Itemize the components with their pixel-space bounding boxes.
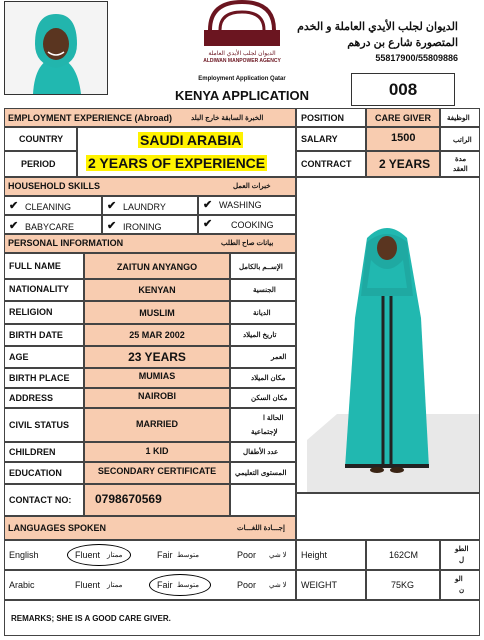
religion-value-cell — [84, 301, 230, 324]
check-icon: ✔ — [203, 218, 213, 230]
period-label-cell — [4, 151, 77, 177]
height-value: 162CM — [389, 550, 419, 560]
address-ar: مكان السكن — [251, 395, 288, 402]
weight-ar-1: الو — [455, 576, 463, 583]
skill-washing — [198, 196, 296, 215]
arabic-label: Arabic — [9, 580, 35, 590]
contract-ar-cell — [440, 151, 480, 177]
employment-header-label: EMPLOYMENT EXPERIENCE (Abroad) — [8, 113, 173, 123]
nationality-ar-cell — [230, 279, 296, 301]
agency-phones: 55817900/55809886 — [375, 53, 458, 63]
civilstatus-label: CIVIL STATUS — [9, 420, 70, 430]
check-icon: ✔ — [107, 200, 117, 212]
religion-ar: الديانة — [253, 310, 271, 317]
children-value-cell — [84, 442, 230, 462]
english-fluent: Fluent — [75, 550, 101, 560]
contact-value-cell — [84, 484, 230, 516]
position-label-cell — [296, 108, 366, 127]
nationality-ar: الجنسية — [253, 287, 276, 294]
salary-value-cell — [366, 127, 440, 151]
religion-ar-cell — [230, 301, 296, 324]
contact-ar-cell — [230, 484, 296, 516]
remarks-text: REMARKS; SHE IS A GOOD CARE GIVER. — [11, 614, 171, 623]
country-label-cell — [4, 127, 77, 151]
arabic-fair: Fair — [157, 580, 173, 590]
height-ar-1: الطو — [455, 546, 469, 553]
full-body-photo — [296, 177, 480, 493]
civilstatus-ar-2: لإجتماعية — [251, 429, 278, 436]
nationality-value: KENYAN — [138, 285, 176, 295]
country-value-cell — [77, 127, 296, 151]
contract-label: CONTRACT — [301, 159, 352, 169]
salary-value: 1500 — [391, 132, 416, 144]
children-value: 1 KID — [145, 446, 169, 456]
contact-label: CONTACT NO: — [9, 495, 72, 505]
children-ar-cell — [230, 442, 296, 462]
address-value: NAIROBI — [138, 391, 176, 401]
employment-header — [4, 108, 296, 127]
contact-label-cell — [4, 484, 84, 516]
fullname-value-cell — [84, 253, 230, 279]
education-ar: المستوى التعليمي — [235, 470, 287, 477]
position-label: POSITION — [301, 113, 345, 123]
fullname-ar-cell — [230, 253, 296, 279]
agency-arabic-address: المتصورة شارع بن درهم — [347, 37, 458, 49]
skills-header — [4, 177, 296, 196]
country-value: SAUDI ARABIA — [140, 132, 242, 148]
weight-ar-cell — [440, 570, 480, 600]
skill-label: IRONING — [123, 222, 162, 232]
skill-cooking — [198, 215, 296, 234]
birthdate-label: BIRTH DATE — [9, 330, 63, 340]
skill-label: BABYCARE — [25, 222, 75, 232]
children-label-cell — [4, 442, 84, 462]
civilstatus-ar-cell — [230, 408, 296, 442]
period-value: 2 YEARS OF EXPERIENCE — [88, 155, 266, 171]
skill-label: LAUNDRY — [123, 202, 166, 212]
employment-header-ar: الخبرة السابقة خارج البلد — [191, 115, 264, 122]
english-fair-ar: متوسط — [177, 552, 199, 559]
skill-cleaning — [4, 196, 102, 215]
arabic-poor: Poor — [237, 580, 257, 590]
age-value-cell — [84, 346, 230, 368]
check-icon: ✔ — [107, 220, 117, 232]
height-value-cell — [366, 540, 440, 570]
height-label-cell — [296, 540, 366, 570]
skills-header-ar: خبرات العمل — [233, 183, 271, 190]
education-label: EDUCATION — [9, 468, 62, 478]
period-label: PERIOD — [21, 159, 56, 169]
headshot-photo — [4, 1, 108, 95]
contract-label-cell — [296, 151, 366, 177]
address-label: ADDRESS — [9, 393, 54, 403]
birthdate-label-cell — [4, 324, 84, 346]
birthdate-value-cell — [84, 324, 230, 346]
birthdate-ar: تاريخ الميلاد — [243, 332, 277, 339]
personal-header-ar: بيانات صاح الطلب — [221, 240, 274, 247]
arabic-row — [4, 570, 296, 600]
education-ar-cell — [230, 462, 296, 484]
birthdate-value: 25 MAR 2002 — [129, 330, 185, 340]
arabic-poor-ar: لا شي — [269, 582, 287, 589]
contract-ar-2: العقد — [453, 166, 468, 173]
salary-label-cell — [296, 127, 366, 151]
personal-header — [4, 234, 296, 253]
weight-value: 75KG — [391, 580, 415, 590]
age-label-cell — [4, 346, 84, 368]
page-title: KENYA APPLICATION — [174, 88, 310, 103]
fullname-ar: الإســم بالكامل — [239, 264, 283, 271]
contract-value-cell — [366, 151, 440, 177]
remarks-cell — [4, 600, 480, 636]
fullname-label: FULL NAME — [9, 261, 61, 271]
skill-label: COOKING — [231, 220, 274, 230]
religion-value: MUSLIM — [139, 308, 175, 318]
nationality-value-cell — [84, 279, 230, 301]
birthplace-label: BIRTH PLACE — [9, 373, 70, 383]
civilstatus-value-cell — [84, 408, 230, 442]
children-label: CHILDREN — [9, 447, 56, 457]
children-ar: عدد الأطفال — [243, 449, 279, 456]
check-icon: ✔ — [9, 200, 19, 212]
civilstatus-ar-1: الحالة ا — [263, 415, 284, 422]
address-value-cell — [84, 388, 230, 408]
skill-label: WASHING — [219, 200, 262, 210]
salary-label: SALARY — [301, 134, 338, 144]
english-row — [4, 540, 296, 570]
english-poor: Poor — [237, 550, 257, 560]
agency-line: Employment Application Qatar — [198, 76, 286, 82]
languages-header — [4, 516, 296, 540]
education-value: SECONDARY CERTIFICATE — [97, 466, 217, 476]
agency-logo — [196, 0, 288, 70]
salary-ar: الراتب — [453, 137, 472, 144]
english-fair: Fair — [157, 550, 173, 560]
weight-ar-2: ن — [459, 587, 465, 594]
check-icon: ✔ — [9, 220, 19, 232]
birthplace-ar-cell — [230, 368, 296, 388]
english-fluent-ar: ممتاز — [107, 552, 123, 559]
religion-label: RELIGION — [9, 307, 53, 317]
age-label: AGE — [9, 352, 29, 362]
reference-number-box — [351, 73, 455, 106]
logo-subtitle-ar: الديوان لجلب الأيدي العاملة — [208, 51, 276, 57]
position-value: CARE GIVER — [375, 113, 432, 123]
birthplace-value: MUMIAS — [138, 371, 176, 381]
fullname-label-cell — [4, 253, 84, 279]
address-label-cell — [4, 388, 84, 408]
country-label: COUNTRY — [19, 134, 64, 144]
arabic-fluent: Fluent — [75, 580, 101, 590]
birthplace-ar: مكان الميلاد — [251, 375, 286, 382]
weight-label-cell — [296, 570, 366, 600]
position-ar: الوظيفة — [447, 115, 470, 122]
education-value-cell — [84, 462, 230, 484]
height-ar-cell — [440, 540, 480, 570]
arabic-fluent-ar: ممتاز — [107, 582, 123, 589]
height-ar-2: ل — [459, 557, 465, 564]
weight-value-cell — [366, 570, 440, 600]
fullname-value: ZAITUN ANYANGO — [116, 262, 198, 272]
religion-label-cell — [4, 301, 84, 324]
reference-number: 008 — [388, 80, 418, 99]
age-ar-cell — [230, 346, 296, 368]
contact-value: 0798670569 — [95, 492, 162, 506]
skill-babycare — [4, 215, 102, 234]
weight-label: WEIGHT — [301, 580, 337, 590]
education-label-cell — [4, 462, 84, 484]
salary-ar-cell — [440, 127, 480, 151]
nationality-label: NATIONALITY — [9, 284, 69, 294]
birthplace-label-cell — [4, 368, 84, 388]
languages-header-right — [296, 493, 480, 540]
skill-label: CLEANING — [25, 202, 72, 212]
english-label: English — [9, 550, 39, 560]
birthplace-value-cell — [84, 368, 230, 388]
contract-value: 2 YEARS — [379, 157, 431, 171]
languages-header-ar: إجـــادة اللغـــات — [237, 525, 285, 532]
english-poor-ar: لا شي — [269, 552, 287, 559]
age-ar: العمر — [271, 354, 287, 361]
logo-subtitle-en: ALDIWAN MANPOWER AGENCY — [203, 58, 281, 64]
contract-ar-1: مدة — [455, 156, 467, 163]
check-icon: ✔ — [203, 199, 213, 211]
birthdate-ar-cell — [230, 324, 296, 346]
period-value-cell — [77, 151, 296, 177]
position-value-cell — [366, 108, 440, 127]
civilstatus-value: MARRIED — [136, 419, 178, 429]
age-value: 23 YEARS — [128, 350, 186, 364]
position-ar-cell — [440, 108, 480, 127]
personal-header-label: PERSONAL INFORMATION — [8, 238, 124, 248]
skill-laundry — [102, 196, 198, 215]
arabic-fair-ar: متوسط — [177, 582, 199, 589]
skills-header-label: HOUSEHOLD SKILLS — [8, 181, 101, 191]
address-ar-cell — [230, 388, 296, 408]
languages-header-label: LANGUAGES SPOKEN — [8, 523, 107, 533]
height-label: Height — [301, 550, 328, 560]
nationality-label-cell — [4, 279, 84, 301]
agency-arabic-name: الديوان لجلب الأيدي العاملة و الخدم — [297, 21, 458, 33]
civilstatus-label-cell — [4, 408, 84, 442]
skill-ironing — [102, 215, 198, 234]
